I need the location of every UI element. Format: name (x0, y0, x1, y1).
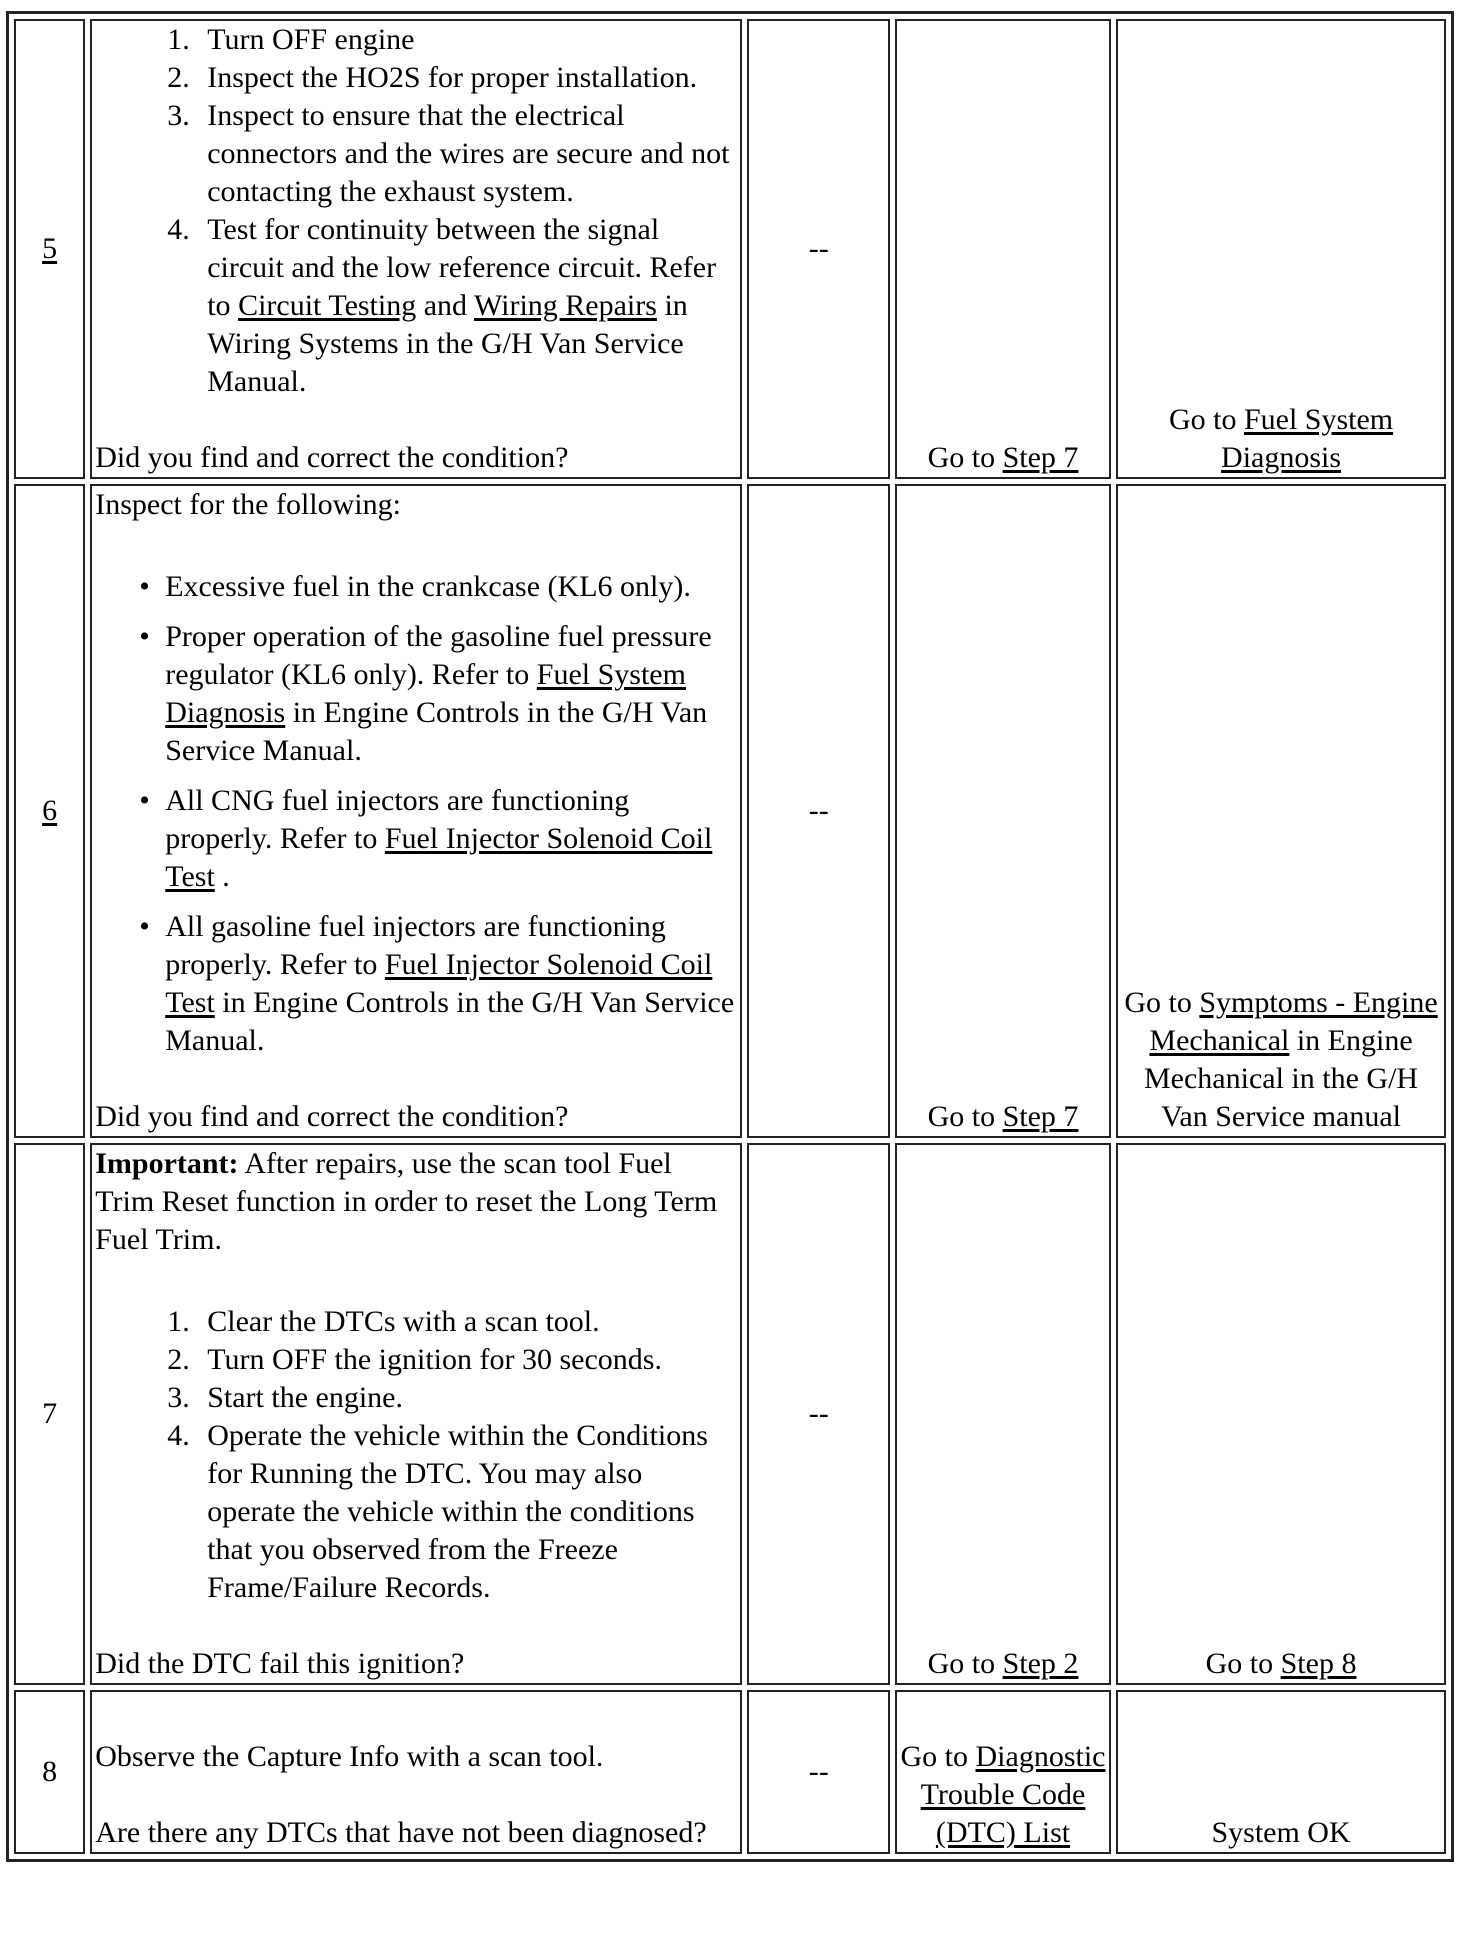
step-cell: 8 (14, 1690, 85, 1854)
no-cell (1116, 1143, 1446, 1685)
go-to-step-7-link[interactable]: Step 7 (1002, 441, 1079, 474)
spacer (95, 1776, 737, 1814)
text: After repairs, use the scan tool Fuel Trim Reset function in order to reset the Long Term Fuel Trim. (95, 1147, 718, 1256)
no-cell: System OK (1116, 1690, 1446, 1854)
procedure-list (95, 1303, 737, 1607)
yes-cell (895, 484, 1111, 1138)
table-row (14, 19, 1446, 479)
yes-cell (895, 1143, 1111, 1685)
list-item: 3. Inspect to ensure that the electrical connectors and the wires are secure and not contacting the exhaust system. (197, 97, 737, 211)
yes-cell (895, 1690, 1111, 1854)
list-item (165, 782, 737, 896)
text: Go to (1168, 403, 1244, 436)
step-cell (14, 19, 85, 479)
text: Go to (927, 1647, 1003, 1680)
go-to-step-2-link[interactable]: Step 2 (1002, 1647, 1079, 1680)
list-item: • Excessive fuel in the crankcase (KL6 only). (165, 568, 737, 606)
inspection-list (95, 568, 737, 1060)
question-text: Did you find and correct the condition? (95, 441, 569, 474)
text: Go to (900, 1740, 976, 1773)
step-cell: 7 (14, 1143, 85, 1685)
spacer (95, 1259, 737, 1303)
text: in Engine Controls in the G/H Van Service Manual. (165, 986, 735, 1057)
text: in Engine Controls in the G/H Van Service Manual. (165, 696, 708, 767)
list-item (165, 618, 737, 770)
symptoms-engine-mechanical-link[interactable]: Symptoms - Engine Mechanical (1149, 986, 1438, 1057)
list-item: 2. Turn OFF the ignition for 30 seconds. (197, 1341, 737, 1379)
text: All gasoline fuel injectors are functioning properly. Refer to (165, 910, 666, 981)
table-row (14, 1690, 1446, 1854)
fuel-injector-solenoid-coil-test-link[interactable]: Fuel Injector Solenoid Coil Test (165, 822, 713, 893)
important-label: Important: (95, 1147, 239, 1180)
no-cell (1116, 19, 1446, 479)
text: in Engine Mechanical in the G/H Van Service manual (1144, 1024, 1419, 1133)
spacer (95, 1607, 737, 1645)
list-item: 3. Start the engine. (197, 1379, 737, 1417)
value-cell: -- (747, 19, 889, 479)
text: Go to (1124, 986, 1200, 1019)
spacer (95, 524, 737, 568)
action-cell (90, 484, 742, 1138)
list-item: 1. Clear the DTCs with a scan tool. (197, 1303, 737, 1341)
text: Go to (927, 441, 1003, 474)
question-text: Are there any DTCs that have not been diagnosed? (95, 1816, 707, 1849)
dtc-list-link[interactable]: Diagnostic Trouble Code (DTC) List (920, 1740, 1106, 1849)
list-item (165, 908, 737, 1060)
list-item (197, 211, 737, 401)
table-row (14, 484, 1446, 1138)
text: Go to (1205, 1647, 1281, 1680)
text: in Wiring Systems in the G/H Van Service Manual. (207, 289, 688, 398)
wiring-repairs-link[interactable]: Wiring Repairs (474, 289, 657, 322)
fuel-injector-solenoid-coil-test-link[interactable]: Fuel Injector Solenoid Coil Test (165, 948, 713, 1019)
action-cell (90, 19, 742, 479)
list-item: 2. Inspect the HO2S for proper installation. (197, 59, 737, 97)
step-6-link[interactable]: 6 (42, 794, 58, 827)
spacer (95, 401, 737, 439)
circuit-testing-link[interactable]: Circuit Testing (238, 289, 417, 322)
action-cell (90, 1143, 742, 1685)
question-text: Did you find and correct the condition? (95, 1100, 569, 1133)
text: All CNG fuel injectors are functioning properly. Refer to (165, 784, 630, 855)
text: Go to (927, 1100, 1003, 1133)
step-5-link[interactable]: 5 (42, 232, 58, 265)
instruction-text: Observe the Capture Info with a scan tool. (95, 1740, 604, 1773)
text: Proper operation of the gasoline fuel pressure regulator (KL6 only). Refer to (165, 620, 712, 691)
diagnostic-table (6, 11, 1454, 1862)
intro-text: Inspect for the following: (95, 488, 401, 521)
go-to-step-8-link[interactable]: Step 8 (1280, 1647, 1357, 1680)
fuel-system-diagnosis-link[interactable]: Fuel System Diagnosis (165, 658, 686, 729)
list-item: 4. Operate the vehicle within the Conditions for Running the DTC. You may also operate the vehicle within the conditions that you observed from the Freeze Frame/Failure Records. (197, 1417, 737, 1607)
list-item: 1. Turn OFF engine (197, 21, 737, 59)
spacer (95, 1060, 737, 1098)
value-cell: -- (747, 1143, 889, 1685)
fuel-system-diagnosis-link[interactable]: Fuel System Diagnosis (1221, 403, 1394, 474)
text: Test for continuity between the signal circuit and the low reference circuit. Refer to (207, 213, 717, 322)
procedure-list (95, 21, 737, 401)
text: . (214, 860, 230, 893)
yes-cell (895, 19, 1111, 479)
value-cell: -- (747, 1690, 889, 1854)
important-note (95, 1145, 737, 1259)
go-to-step-7-link[interactable]: Step 7 (1002, 1100, 1079, 1133)
value-cell: -- (747, 484, 889, 1138)
text: and (416, 289, 475, 322)
table-row (14, 1143, 1446, 1685)
action-cell (90, 1690, 742, 1854)
question-text: Did the DTC fail this ignition? (95, 1647, 465, 1680)
no-cell (1116, 484, 1446, 1138)
step-cell (14, 484, 85, 1138)
